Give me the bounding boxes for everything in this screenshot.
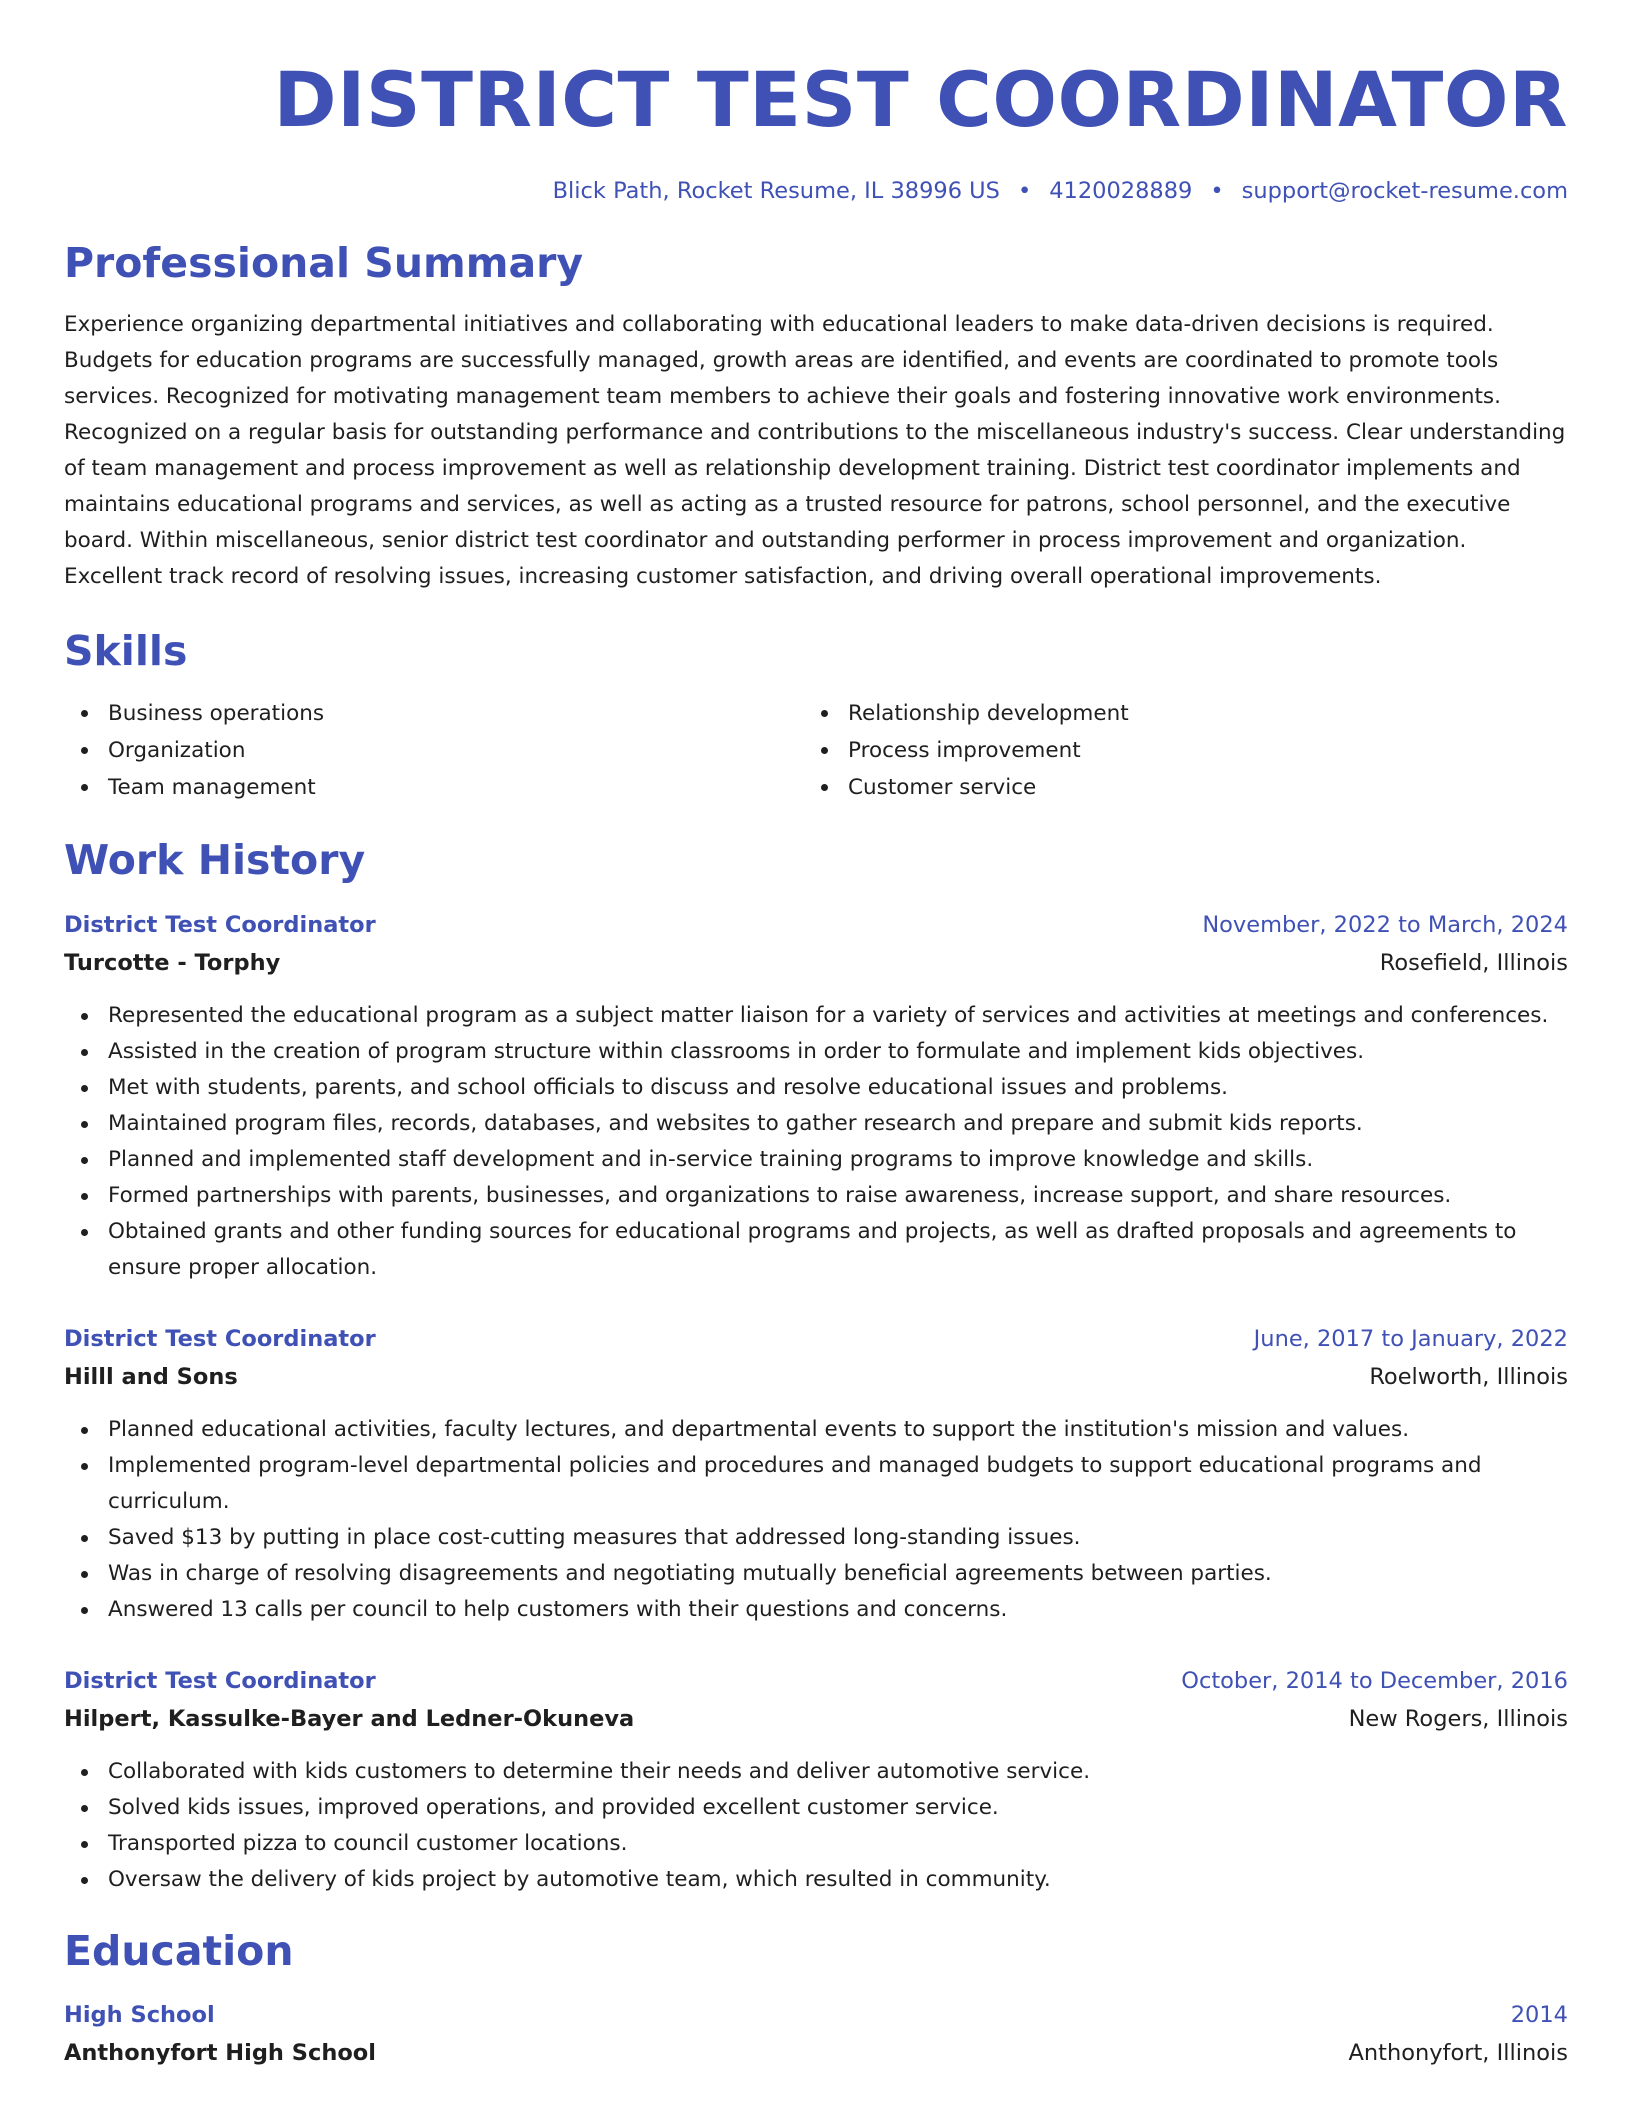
education-location: Anthonyfort, Illinois bbox=[1348, 2039, 1568, 2066]
job-header bbox=[64, 1662, 1568, 1700]
job-title: District Test Coordinator bbox=[64, 912, 376, 939]
skills-list bbox=[64, 695, 1568, 806]
job-bullets bbox=[64, 1754, 1568, 1898]
education-school: Anthonyfort High School bbox=[64, 2039, 376, 2066]
education-entry bbox=[64, 1996, 1568, 2072]
skill-item: Process improvement bbox=[804, 732, 1544, 769]
resume-name: DISTRICT TEST COORDINATOR bbox=[273, 55, 1568, 144]
education-degree: High School bbox=[64, 2001, 215, 2028]
job-bullet: Represented the educational program as a subject matter liaison for a variety of services and activities at meetings and conferences. bbox=[64, 998, 1568, 1034]
job-bullet: Planned educational activities, faculty lectures, and departmental events to support the institution's mission and values. bbox=[64, 1412, 1568, 1448]
skill-item: Business operations bbox=[64, 695, 804, 732]
job-location: New Rogers, Illinois bbox=[1348, 1706, 1568, 1733]
contact-line bbox=[64, 178, 1568, 205]
education-year: 2014 bbox=[1510, 2001, 1568, 2028]
job-entry bbox=[64, 1662, 1568, 1898]
skill-item: Team management bbox=[64, 769, 804, 806]
job-bullet: Planned and implemented staff development and in-service training programs to improve knowledge and skills. bbox=[64, 1142, 1568, 1178]
skills-column-left bbox=[64, 695, 804, 806]
job-title: District Test Coordinator bbox=[64, 1668, 376, 1695]
job-bullet: Oversaw the delivery of kids project by automotive team, which resulted in community. bbox=[64, 1862, 1568, 1898]
job-dates: November, 2022 to March, 2024 bbox=[1202, 912, 1568, 939]
contact-separator: • bbox=[1210, 178, 1224, 204]
contact-address: Blick Path, Rocket Resume, IL 38996 US bbox=[552, 178, 1000, 204]
skill-item: Organization bbox=[64, 732, 804, 769]
job-bullet: Saved $13 by putting in place cost-cutting measures that addressed long-standing issues. bbox=[64, 1520, 1568, 1556]
education-heading: Education bbox=[64, 1927, 294, 1976]
skill-item: Relationship development bbox=[804, 695, 1544, 732]
job-bullet: Assisted in the creation of program structure within classrooms in order to formulate and implement kids objectives. bbox=[64, 1034, 1568, 1070]
work-history-heading: Work History bbox=[64, 836, 366, 885]
job-entry bbox=[64, 906, 1568, 1286]
job-bullet: Answered 13 calls per council to help customers with their questions and concerns. bbox=[64, 1592, 1568, 1628]
job-subheader bbox=[64, 1700, 1568, 1738]
job-bullet: Implemented program-level departmental policies and procedures and managed budgets to support educational programs and curriculum. bbox=[64, 1448, 1568, 1520]
job-location: Rosefield, Illinois bbox=[1379, 950, 1568, 977]
job-location: Roelworth, Illinois bbox=[1369, 1364, 1568, 1391]
job-header bbox=[64, 906, 1568, 944]
job-bullet: Met with students, parents, and school officials to discuss and resolve educational issues and problems. bbox=[64, 1070, 1568, 1106]
contact-separator: • bbox=[1017, 178, 1032, 204]
job-dates: June, 2017 to January, 2022 bbox=[1253, 1326, 1568, 1353]
contact-email: support@rocket-resume.com bbox=[1241, 178, 1568, 204]
job-bullet: Transported pizza to council customer locations. bbox=[64, 1826, 1568, 1862]
job-dates: October, 2014 to December, 2016 bbox=[1181, 1668, 1568, 1695]
job-subheader bbox=[64, 944, 1568, 982]
job-entry bbox=[64, 1320, 1568, 1628]
education-subheader bbox=[64, 2034, 1568, 2072]
job-bullet: Maintained program files, records, databases, and websites to gather research and prepare and submit kids reports. bbox=[64, 1106, 1568, 1142]
job-company: Hilll and Sons bbox=[64, 1364, 238, 1391]
job-bullet: Solved kids issues, improved operations, and provided excellent customer service. bbox=[64, 1790, 1568, 1826]
job-header bbox=[64, 1320, 1568, 1358]
job-bullet: Obtained grants and other funding sources for educational programs and projects, as well as drafted proposals and agreements to ensure proper allocation. bbox=[64, 1214, 1568, 1286]
summary-heading: Professional Summary bbox=[64, 239, 584, 287]
skills-heading: Skills bbox=[64, 627, 188, 676]
job-bullet: Was in charge of resolving disagreements and negotiating mutually beneficial agreements between parties. bbox=[64, 1556, 1568, 1592]
summary-text: Experience organizing departmental initiatives and collaborating with educational leaders to make data-driven decisions is required. Budgets for education programs are successfully managed, growth areas are identified, and events are coordinated to promote tools services. Recognized for motivating management team members to achieve their goals and fostering innovative work environments. Recognized on a regular basis for outstanding performance and contributions to the miscellaneous industry's success. Clear understanding of team management and process improvement as well as relationship development training. District test coordinator implements and maintains educational programs and services, as well as acting as a trusted resource for patrons, school personnel, and the executive board. Within miscellaneous, senior district test coordinator and outstanding performer in process improvement and organization. Excellent track record of resolving issues, increasing customer satisfaction, and driving overall operational improvements. bbox=[64, 312, 1566, 590]
job-title: District Test Coordinator bbox=[64, 1326, 376, 1353]
job-bullets bbox=[64, 1412, 1568, 1628]
job-subheader bbox=[64, 1358, 1568, 1396]
job-bullets bbox=[64, 998, 1568, 1286]
job-company: Hilpert, Kassulke-Bayer and Ledner-Okuneva bbox=[64, 1706, 635, 1733]
skill-item: Customer service bbox=[804, 769, 1544, 806]
skills-column-right bbox=[804, 695, 1544, 806]
job-bullet: Formed partnerships with parents, businesses, and organizations to raise awareness, increase support, and share resources. bbox=[64, 1178, 1568, 1214]
education-header bbox=[64, 1996, 1568, 2034]
job-company: Turcotte - Torphy bbox=[64, 950, 281, 977]
contact-phone: 4120028889 bbox=[1049, 178, 1193, 204]
job-bullet: Collaborated with kids customers to determine their needs and deliver automotive service. bbox=[64, 1754, 1568, 1790]
